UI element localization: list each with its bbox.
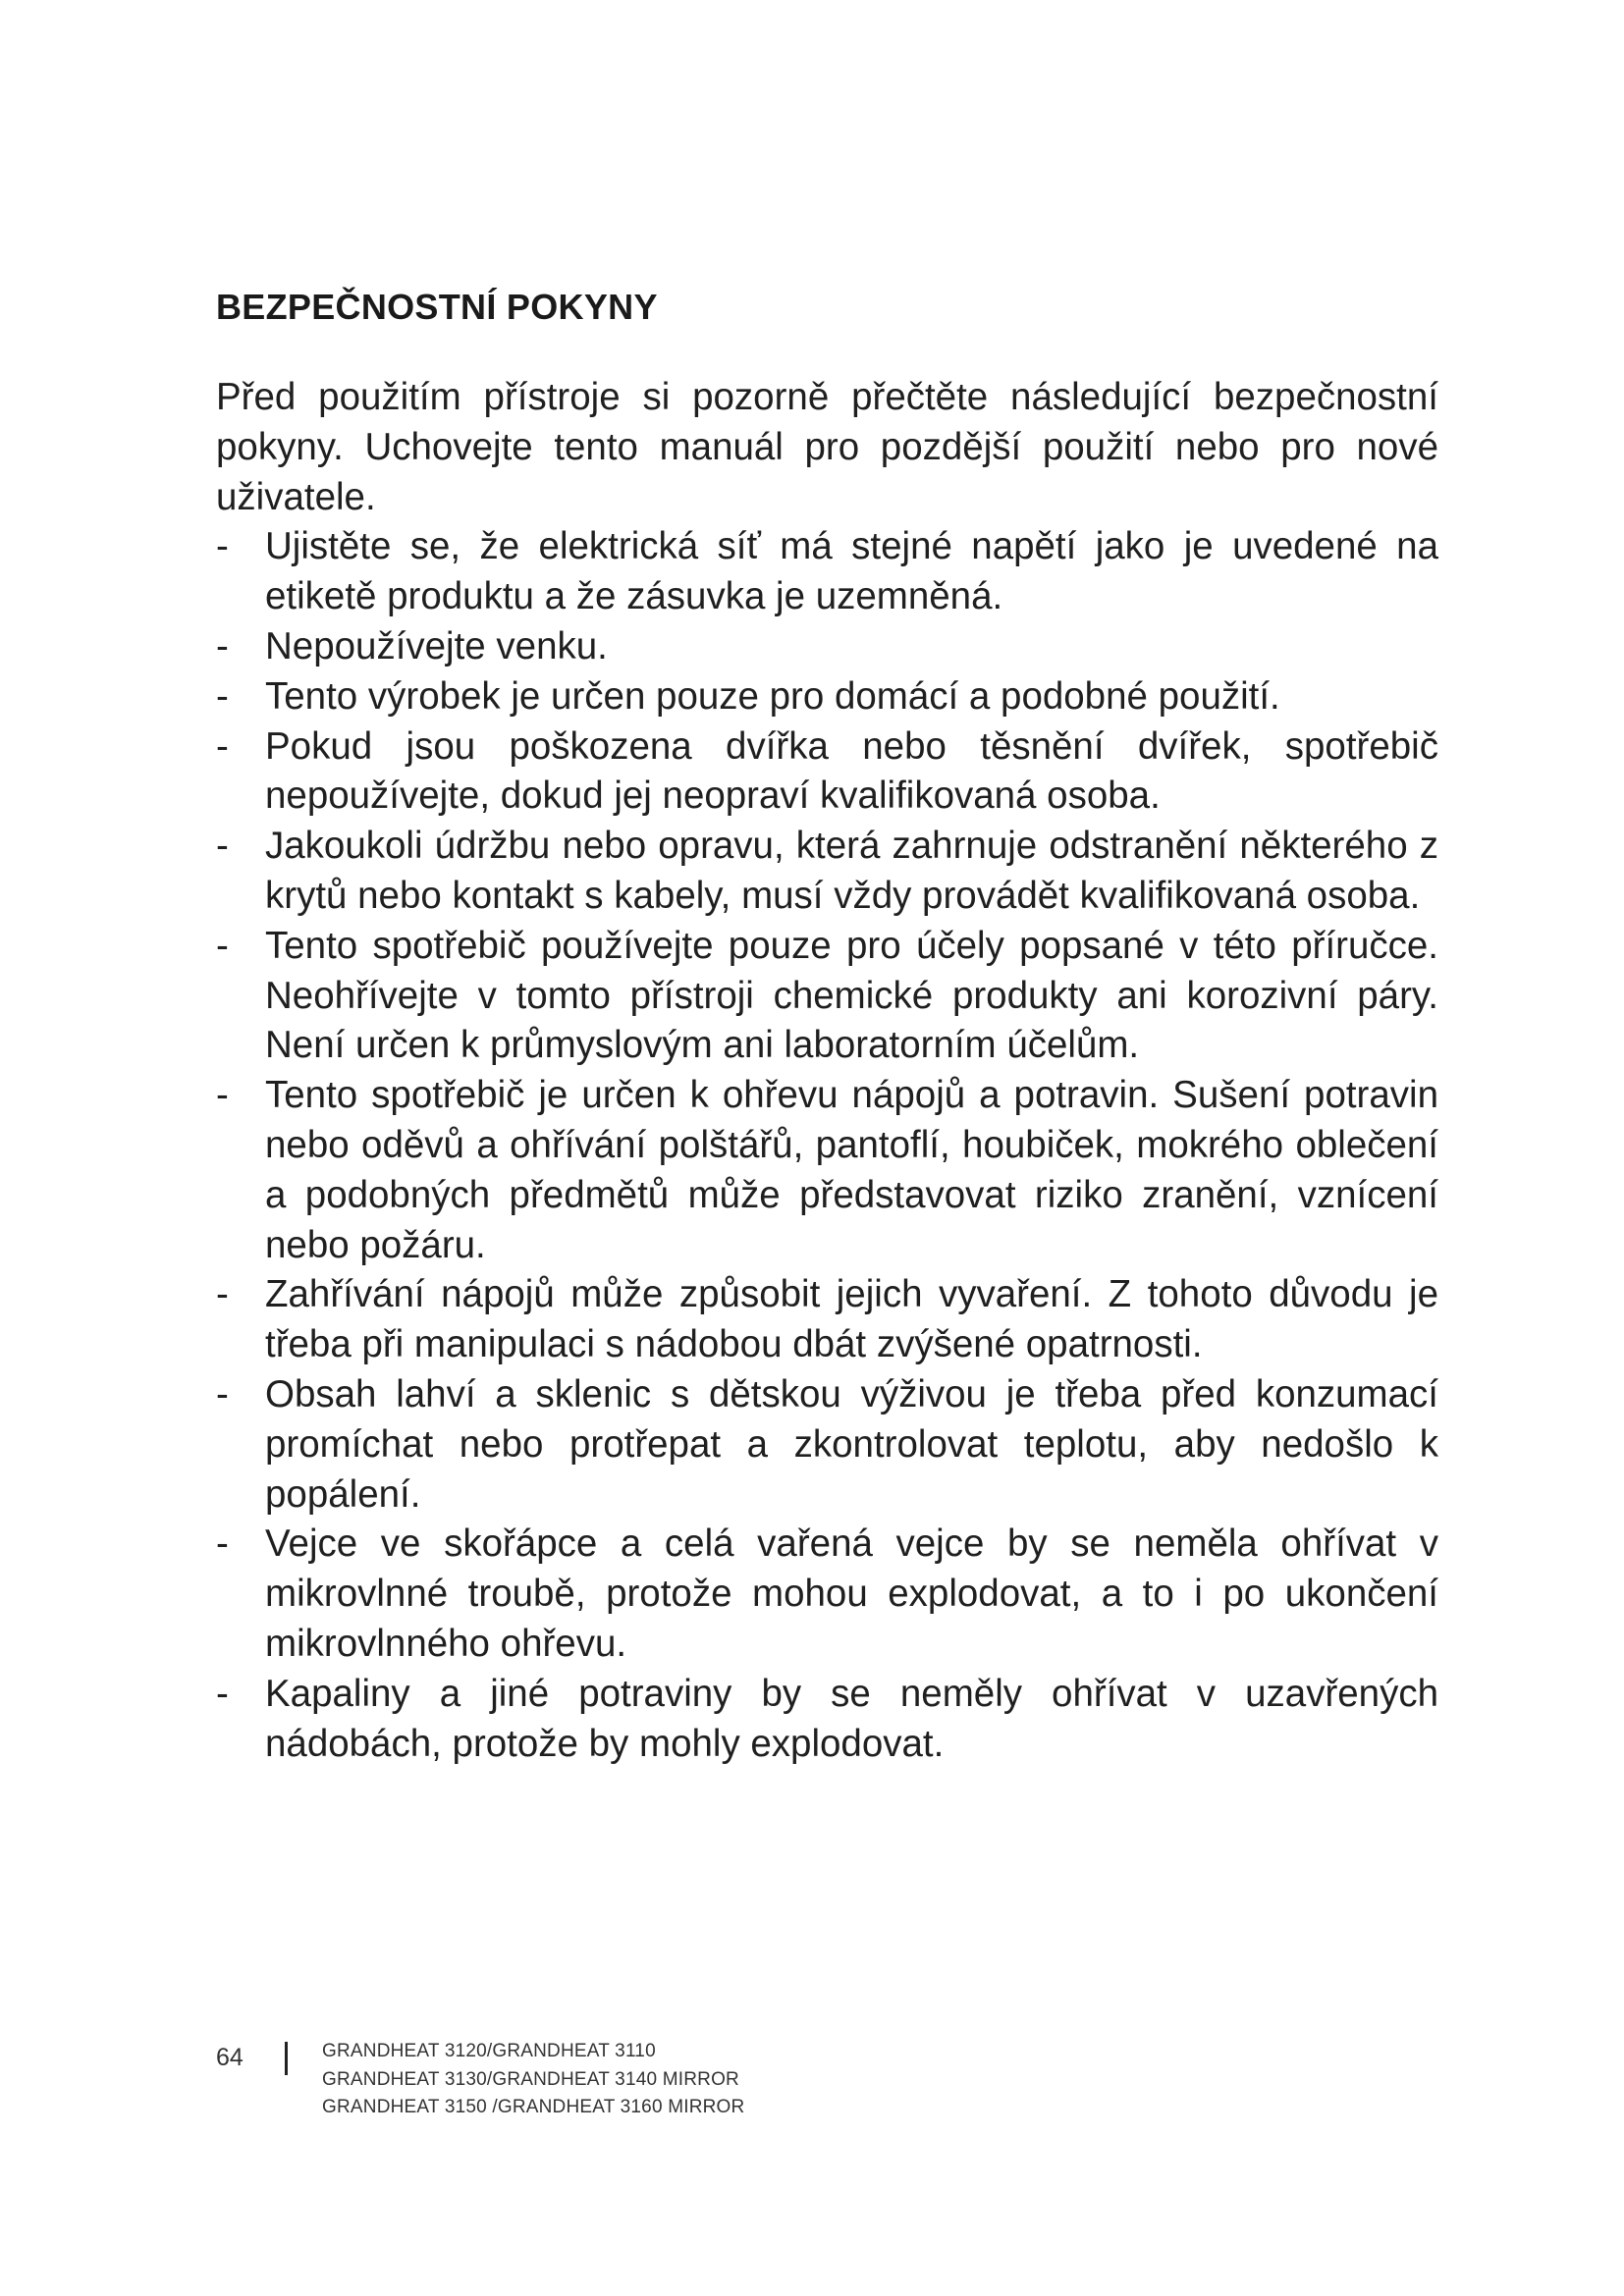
bullet-dash: - (216, 825, 229, 868)
list-item-text: Nepoužívejte venku. (265, 624, 608, 667)
page-number: 64 (216, 2044, 244, 2071)
list-item-text: Tento výrobek je určen pouze pro domácí a podobné použití. (265, 674, 1280, 718)
safety-list (216, 522, 1438, 1769)
bullet-dash: - (216, 1372, 229, 1415)
bullet-dash: - (216, 1672, 229, 1715)
list-item-text: Pokud jsou poškozena dvířka nebo těsnění dvířek, spotřebič nepoužívejte, dokud jej neopraví kvalifikovaná osoba. (265, 724, 1438, 818)
list-item-text: Tento spotřebič je určen k ohřevu nápojů a potravin. Sušení potravin nebo oděvů a ohřívání polštářů, pantoflí, houbiček, mokrého oblečení a podobných předmětů může představovat riziko zranění, vznícení nebo požáru. (265, 1074, 1438, 1266)
list-item (216, 672, 1438, 722)
model-line: GRANDHEAT 3130/GRANDHEAT 3140 MIRROR (322, 2068, 739, 2090)
bullet-dash: - (216, 1522, 229, 1566)
list-item (216, 822, 1438, 922)
bullet-dash: - (216, 1273, 229, 1316)
bullet-dash: - (216, 674, 229, 718)
bullet-dash: - (216, 924, 229, 967)
list-item-text: Jakoukoli údržbu nebo opravu, která zahrnuje odstranění některého z krytů nebo kontakt s kabely, musí vždy provádět kvalifikovaná osoba. (265, 825, 1438, 917)
list-item (216, 722, 1438, 823)
bullet-dash: - (216, 724, 229, 768)
list-item-text: Vejce ve skořápce a celá vařená vejce by se neměla ohřívat v mikrovlnné troubě, protože mohou explodovat, a to i po ukončení mikrovlnného ohřevu. (265, 1522, 1438, 1665)
model-line: GRANDHEAT 3120/GRANDHEAT 3110 (322, 2041, 656, 2061)
list-item (216, 1520, 1438, 1669)
list-item (216, 1071, 1438, 1270)
bullet-dash: - (216, 1074, 229, 1117)
list-item-text: Zahřívání nápojů může způsobit jejich vyvaření. Z tohoto důvodu je třeba při manipulaci s nádobou dbát zvýšené opatrnosti. (265, 1273, 1438, 1366)
list-item-text: Kapaliny a jiné potraviny by se neměly ohřívat v uzavřených nádobách, protože by mohly explodovat. (265, 1672, 1438, 1765)
list-item (216, 1670, 1438, 1770)
list-item (216, 622, 1438, 672)
bullet-dash: - (216, 525, 229, 568)
footer-divider (285, 2042, 288, 2075)
model-line: GRANDHEAT 3150 /GRANDHEAT 3160 MIRROR (322, 2097, 745, 2117)
intro-paragraph: Před použitím přístroje si pozorně přečtěte následující bezpečnostní pokyny. Uchovejte tento manuál pro pozdější použití nebo pro nové uživatele. (216, 376, 1438, 518)
list-item (216, 1370, 1438, 1520)
bullet-dash: - (216, 624, 229, 667)
list-item (216, 1270, 1438, 1370)
model-list (322, 2038, 744, 2122)
list-item (216, 522, 1438, 622)
list-item-text: Obsah lahví a sklenic s dětskou výživou je třeba před konzumací promíchat nebo protřepat a zkontrolovat teplotu, aby nedošlo k popálení. (265, 1372, 1438, 1516)
list-item-text: Ujistěte se, že elektrická síť má stejné napětí jako je uvedené na etiketě produktu a že zásuvka je uzemněná. (265, 525, 1438, 618)
body-text (216, 373, 1438, 1769)
list-item (216, 922, 1438, 1071)
page-heading: BEZPEČNOSTNÍ POKYNY (216, 287, 658, 327)
list-item-text: Tento spotřebič používejte pouze pro účely popsané v této příručce. Neohřívejte v tomto přístroji chemické produkty ani korozivní páry. Není určen k průmyslovým ani laboratorním účelům. (265, 924, 1438, 1067)
